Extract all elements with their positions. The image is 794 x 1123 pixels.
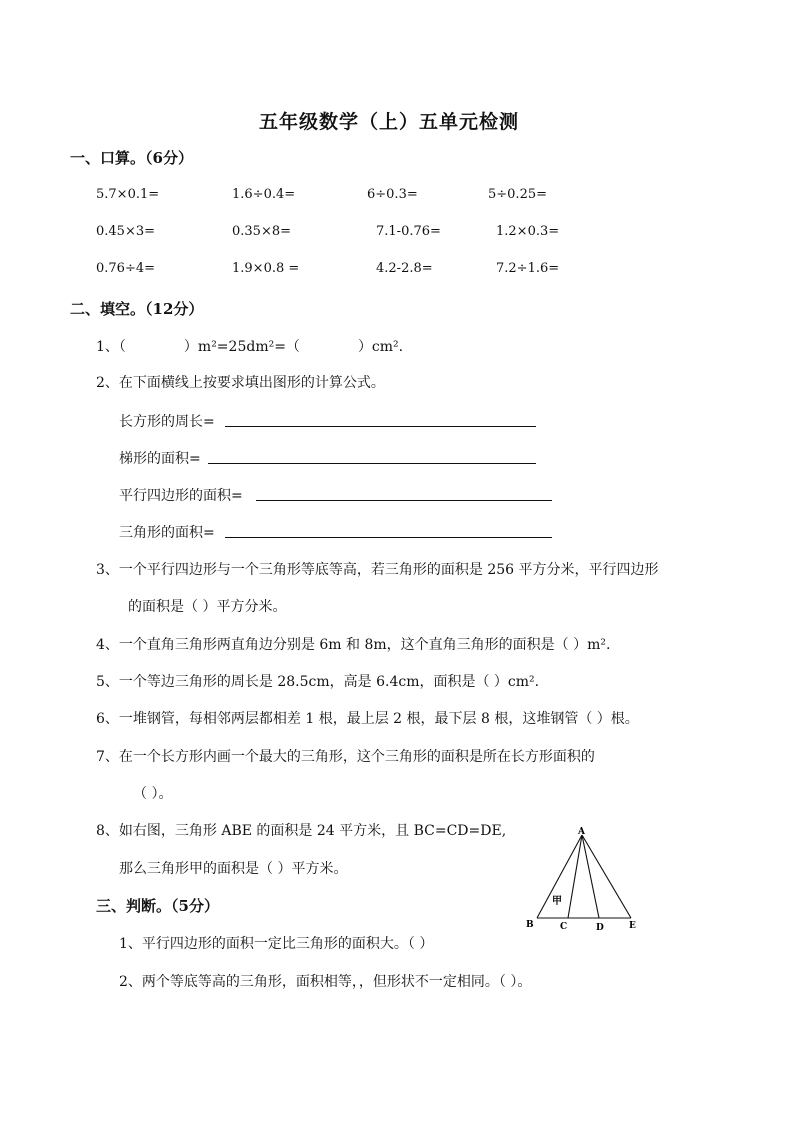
label-e: E: [629, 921, 636, 931]
calc-item: 1.2×0.3=: [496, 224, 560, 239]
triangle-figure: [520, 824, 645, 936]
question-4: 4、一个直角三角形两直角边分别是 6m 和 8m，这个直角三角形的面积是（ ）m².: [96, 637, 611, 653]
label-d: D: [596, 923, 604, 933]
question-8-line1: 8、如右图，三角形 ABE 的面积是 24 平方米，且 BC=CD=DE,: [96, 823, 507, 839]
question-1: [96, 336, 403, 356]
calc-item: 5.7×0.1=: [96, 187, 160, 202]
question-3-line1: 3、一个平行四边形与一个三角形等底等高，若三角形的面积是 256 平方分米，平行四边形: [96, 562, 659, 578]
calc-item: 1.6÷0.4=: [232, 187, 296, 202]
answer-line[interactable]: [208, 463, 536, 464]
calc-item: 0.76÷4=: [96, 261, 156, 276]
calc-item: 6÷0.3=: [367, 187, 418, 202]
question-2: 2、在下面横线上按要求填出图形的计算公式。: [96, 375, 385, 391]
calc-item: 7.1-0.76=: [376, 224, 441, 239]
formula-label: 梯形的面积=: [119, 451, 201, 467]
page-title: 五年级数学（上）五单元检测: [259, 111, 520, 133]
label-c: C: [560, 922, 568, 932]
question-5: 5、一个等边三角形的周长是 28.5cm，高是 6.4cm，面积是（ ）cm².: [96, 674, 540, 690]
judgment-item: 2、两个等底等高的三角形，面积相等，，但形状不一定相同。（ ）。: [119, 974, 532, 990]
judgment-item: 1、平行四边形的面积一定比三角形的面积大。（ ）: [119, 936, 434, 952]
segment-ad: [582, 835, 599, 918]
calc-item: 0.45×3=: [96, 224, 156, 239]
section-2-heading: 二、填空。（12分）: [70, 300, 204, 318]
question-7-line2: （ ）。: [133, 786, 173, 802]
calc-item: 5÷0.25=: [488, 187, 548, 202]
label-a: A: [578, 827, 585, 837]
formula-label: 长方形的周长=: [119, 414, 215, 430]
q1-prefix: 1、（: [96, 339, 126, 355]
question-6: 6、一堆钢管，每相邻两层都相差 1 根，最上层 2 根，最下层 8 根，这堆钢管（ ）根。: [96, 711, 639, 727]
section-3-heading: 三、判断。（5分）: [96, 897, 219, 915]
answer-line[interactable]: [225, 537, 552, 538]
side-ae: [582, 835, 631, 918]
q1-suffix: ）cm².: [357, 339, 404, 355]
label-jia: 甲: [552, 896, 562, 907]
question-8-line2: 那么三角形甲的面积是（ ）平方米。: [119, 861, 348, 877]
formula-label: 三角形的面积=: [119, 525, 215, 541]
q1-mid: ）m²=25dm²=（: [183, 339, 300, 355]
section-1-heading: 一、口算。（6分）: [70, 149, 193, 167]
formula-label: 平行四边形的面积=: [119, 488, 243, 504]
calc-item: 0.35×8=: [232, 224, 292, 239]
calc-item: 4.2-2.8=: [376, 261, 433, 276]
answer-line[interactable]: [225, 426, 536, 427]
question-3-line2: 的面积是（ ）平方分米。: [128, 599, 287, 615]
calc-item: 1.9×0.8 =: [232, 261, 300, 276]
question-7-line1: 7、在一个长方形内画一个最大的三角形，这个三角形的面积是所在长方形面积的: [96, 749, 595, 765]
answer-line[interactable]: [256, 500, 552, 501]
label-b: B: [526, 920, 534, 930]
calc-item: 7.2÷1.6=: [496, 261, 560, 276]
